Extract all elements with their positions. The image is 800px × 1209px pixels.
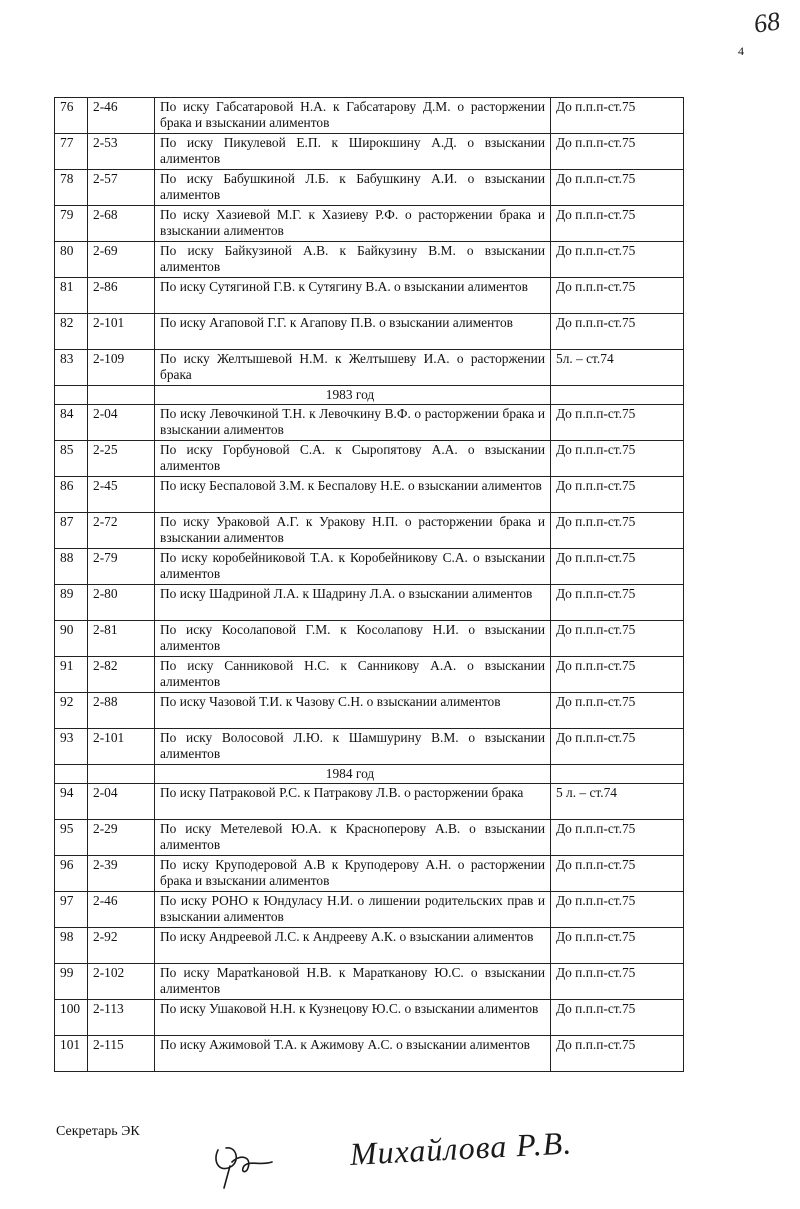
case-number: 2-109 [88,350,155,386]
table-row [55,729,684,765]
retention-note: До п.п.п-ст.75 [551,206,684,242]
case-number: 2-53 [88,134,155,170]
secretary-label: Секретарь ЭК [56,1124,140,1139]
table-row [55,693,684,729]
case-number: 2-46 [88,98,155,134]
row-number: 94 [55,784,88,820]
row-number: 82 [55,314,88,350]
retention-note: До п.п.п-ст.75 [551,729,684,765]
case-description: По иску Беспаловой З.М. к Беспалову Н.Е. о взыскании алиментов [155,477,551,513]
row-number: 88 [55,549,88,585]
case-description: По иску Волосовой Л.Ю. к Шамшурину В.М. о взыскании алиментов [155,729,551,765]
row-number: 85 [55,441,88,477]
year-header-row [55,765,684,784]
table-row [55,585,684,621]
case-description: По иску Байкузиной А.В. к Байкузину В.М. о взыскании алиментов [155,242,551,278]
row-number: 98 [55,928,88,964]
page-number: 4 [738,44,744,58]
signature-name: Михайлова Р.В. [349,1124,573,1172]
row-number: 90 [55,621,88,657]
retention-note: До п.п.п-ст.75 [551,549,684,585]
retention-note: До п.п.п-ст.75 [551,856,684,892]
year-empty-cell [88,386,155,405]
case-description: По иску Ажимовой Т.А. к Ажимову А.С. о взыскании алиментов [155,1036,551,1072]
retention-note: До п.п.п-ст.75 [551,964,684,1000]
retention-note: До п.п.п-ст.75 [551,314,684,350]
retention-note: До п.п.п-ст.75 [551,892,684,928]
row-number: 101 [55,1036,88,1072]
row-number: 87 [55,513,88,549]
case-number: 2-04 [88,405,155,441]
year-empty-cell [55,386,88,405]
case-number: 2-86 [88,278,155,314]
case-description: По иску Пикулевой Е.П. к Широкшину А.Д. о взыскании алиментов [155,134,551,170]
row-number: 79 [55,206,88,242]
retention-note: До п.п.п-ст.75 [551,1036,684,1072]
table-row [55,892,684,928]
row-number: 76 [55,98,88,134]
case-description: По иску Левочкиной Т.Н. к Левочкину В.Ф. о расторжении брака и взыскании алиментов [155,405,551,441]
retention-note: До п.п.п-ст.75 [551,621,684,657]
case-number: 2-69 [88,242,155,278]
row-number: 100 [55,1000,88,1036]
case-description: По иску Желтышевой Н.М. к Желтышеву И.А. о расторжении брака [155,350,551,386]
row-number: 89 [55,585,88,621]
retention-note: До п.п.п-ст.75 [551,405,684,441]
case-number: 2-101 [88,729,155,765]
case-number: 2-68 [88,206,155,242]
case-number: 2-04 [88,784,155,820]
row-number: 97 [55,892,88,928]
year-header-row [55,386,684,405]
year-empty-cell [551,386,684,405]
case-description: По иску Маратkановой Н.В. к Маратканову Ю.С. о взыскании алиментов [155,964,551,1000]
year-empty-cell [551,765,684,784]
case-description: По иску Шадриной Л.А. к Шадрину Л.А. о взыскании алиментов [155,585,551,621]
retention-note: До п.п.п-ст.75 [551,693,684,729]
retention-note: До п.п.п-ст.75 [551,170,684,206]
row-number: 95 [55,820,88,856]
case-description: По иску Ураковой А.Г. к Уракову Н.П. о расторжении брака и взыскании алиментов [155,513,551,549]
table-row [55,477,684,513]
signature-initials [210,1132,290,1192]
case-description: По иску Метелевой Ю.А. к Красноперову А.В. о взыскании алиментов [155,820,551,856]
row-number: 78 [55,170,88,206]
table-row [55,820,684,856]
case-number: 2-115 [88,1036,155,1072]
table-row [55,170,684,206]
row-number: 77 [55,134,88,170]
case-description: По иску Горбуновой С.А. к Сыропятову А.А. о взыскании алиментов [155,441,551,477]
table-row [55,441,684,477]
year-label: 1984 год [155,765,551,784]
case-description: По иску Круподеровой А.В к Круподерову А.Н. о расторжении брака и взыскании алиментов [155,856,551,892]
case-description: По иску Хазиевой М.Г. к Хазиеву Р.Ф. о расторжении брака и взыскании алиментов [155,206,551,242]
row-number: 93 [55,729,88,765]
row-number: 80 [55,242,88,278]
table-row [55,405,684,441]
case-description: По иску Агаповой Г.Г. к Агапову П.В. о взыскании алиментов [155,314,551,350]
table-row [55,513,684,549]
row-number: 81 [55,278,88,314]
case-description: По иску Сутягиной Г.В. к Сутягину В.А. о взыскании алиментов [155,278,551,314]
table-row [55,549,684,585]
handwritten-page-number: 68 [752,6,782,39]
case-number: 2-79 [88,549,155,585]
case-description: По иску Санниковой Н.С. к Санникову А.А. о взыскании алиментов [155,657,551,693]
table-row [55,964,684,1000]
case-number: 2-81 [88,621,155,657]
case-description: По иску Андреевой Л.С. к Андрееву А.К. о взыскании алиментов [155,928,551,964]
table-row [55,314,684,350]
retention-note: До п.п.п-ст.75 [551,278,684,314]
case-number: 2-72 [88,513,155,549]
table-row [55,1000,684,1036]
retention-note: До п.п.п-ст.75 [551,242,684,278]
case-description: По иску Чазовой Т.И. к Чазову С.Н. о взыскании алиментов [155,693,551,729]
case-number: 2-113 [88,1000,155,1036]
table-row [55,206,684,242]
retention-note: До п.п.п-ст.75 [551,820,684,856]
table-row [55,98,684,134]
retention-note: До п.п.п-ст.75 [551,513,684,549]
retention-note: До п.п.п-ст.75 [551,98,684,134]
row-number: 99 [55,964,88,1000]
row-number: 96 [55,856,88,892]
case-number: 2-39 [88,856,155,892]
retention-note: До п.п.п-ст.75 [551,477,684,513]
case-description: По иску Патраковой Р.С. к Патракову Л.В. о расторжении брака [155,784,551,820]
case-number: 2-46 [88,892,155,928]
case-number: 2-25 [88,441,155,477]
year-empty-cell [55,765,88,784]
row-number: 84 [55,405,88,441]
retention-note: 5 л. – ст.74 [551,784,684,820]
case-description: По иску Габсатаровой Н.А. к Габсатарову Д.М. о расторжении брака и взыскании алиментов [155,98,551,134]
table-row [55,350,684,386]
table-row [55,621,684,657]
row-number: 91 [55,657,88,693]
case-number: 2-101 [88,314,155,350]
table-row [55,242,684,278]
table-row [55,657,684,693]
row-number: 92 [55,693,88,729]
retention-note: До п.п.п-ст.75 [551,657,684,693]
case-description: По иску Косолаповой Г.М. к Косолапову Н.И. о взыскании алиментов [155,621,551,657]
year-empty-cell [88,765,155,784]
table-row [55,278,684,314]
table-row [55,784,684,820]
case-ledger-table [54,97,684,1072]
case-description: По иску Бабушкиной Л.Б. к Бабушкину А.И. о взыскании алиментов [155,170,551,206]
retention-note: До п.п.п-ст.75 [551,134,684,170]
case-number: 2-82 [88,657,155,693]
case-number: 2-88 [88,693,155,729]
case-description: По иску Ушаковой Н.Н. к Кузнецову Ю.С. о взыскании алиментов [155,1000,551,1036]
row-number: 83 [55,350,88,386]
table-row [55,1036,684,1072]
retention-note: До п.п.п-ст.75 [551,585,684,621]
case-ledger-body [55,98,684,1072]
table-row [55,856,684,892]
table-row [55,928,684,964]
retention-note: До п.п.п-ст.75 [551,928,684,964]
case-number: 2-102 [88,964,155,1000]
row-number: 86 [55,477,88,513]
case-number: 2-80 [88,585,155,621]
case-number: 2-57 [88,170,155,206]
case-number: 2-92 [88,928,155,964]
case-description: По иску коробейниковой Т.А. к Коробейникову С.А. о взыскании алиментов [155,549,551,585]
retention-note: До п.п.п-ст.75 [551,441,684,477]
retention-note: 5л. – ст.74 [551,350,684,386]
table-row [55,134,684,170]
case-number: 2-29 [88,820,155,856]
retention-note: До п.п.п-ст.75 [551,1000,684,1036]
case-number: 2-45 [88,477,155,513]
case-description: По иску РОНО к Юндуласу Н.И. о лишении родительских прав и взыскании алиментов [155,892,551,928]
year-label: 1983 год [155,386,551,405]
